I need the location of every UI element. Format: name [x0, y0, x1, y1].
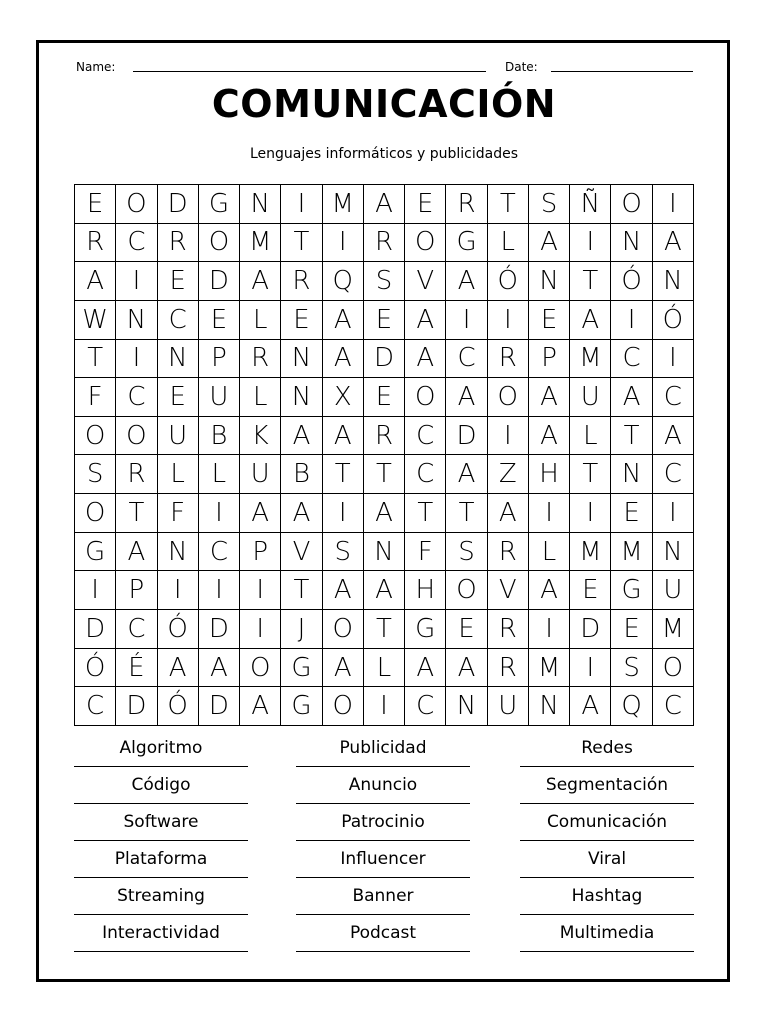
grid-cell[interactable]: H: [405, 571, 446, 610]
grid-cell[interactable]: T: [75, 340, 116, 379]
word-list-item: Podcast: [296, 915, 470, 952]
grid-cell[interactable]: I: [75, 571, 116, 610]
grid-cell[interactable]: O: [405, 378, 446, 417]
grid-cell[interactable]: F: [158, 494, 199, 533]
grid-cell[interactable]: Z: [488, 455, 529, 494]
grid-cell[interactable]: Ó: [653, 301, 694, 340]
grid-cell[interactable]: I: [488, 417, 529, 456]
grid-cell[interactable]: A: [323, 571, 364, 610]
word-list-item: Redes: [520, 730, 694, 767]
grid-cell[interactable]: I: [570, 494, 611, 533]
word-list-item: Publicidad: [296, 730, 470, 767]
grid-cell[interactable]: O: [116, 185, 157, 224]
word-list-item: Multimedia: [520, 915, 694, 952]
grid-cell[interactable]: R: [488, 533, 529, 572]
grid-cell[interactable]: V: [405, 262, 446, 301]
grid-cell[interactable]: U: [240, 455, 281, 494]
grid-cell[interactable]: S: [75, 455, 116, 494]
grid-cell[interactable]: R: [281, 262, 322, 301]
grid-cell[interactable]: A: [364, 494, 405, 533]
name-label: Name:: [76, 60, 116, 74]
grid-cell[interactable]: O: [488, 378, 529, 417]
grid-cell[interactable]: A: [281, 417, 322, 456]
grid-cell[interactable]: L: [570, 417, 611, 456]
grid-cell[interactable]: I: [199, 494, 240, 533]
grid-cell[interactable]: A: [446, 262, 487, 301]
grid-cell[interactable]: Ó: [158, 687, 199, 726]
grid-cell[interactable]: D: [364, 340, 405, 379]
grid-cell[interactable]: A: [323, 649, 364, 688]
grid-cell[interactable]: I: [116, 262, 157, 301]
grid-cell[interactable]: Q: [323, 262, 364, 301]
grid-cell[interactable]: S: [446, 533, 487, 572]
grid-cell[interactable]: O: [446, 571, 487, 610]
grid-cell[interactable]: C: [405, 455, 446, 494]
grid-cell[interactable]: O: [75, 494, 116, 533]
grid-cell[interactable]: G: [405, 610, 446, 649]
word-list-item: Segmentación: [520, 767, 694, 804]
grid-cell[interactable]: N: [653, 533, 694, 572]
word-column-1: [74, 730, 248, 952]
grid-cell[interactable]: I: [653, 494, 694, 533]
grid-cell[interactable]: M: [529, 649, 570, 688]
grid-cell[interactable]: V: [488, 571, 529, 610]
grid-cell[interactable]: V: [281, 533, 322, 572]
grid-cell[interactable]: R: [446, 185, 487, 224]
grid-cell[interactable]: C: [405, 417, 446, 456]
word-list-item: Algoritmo: [74, 730, 248, 767]
grid-cell[interactable]: G: [611, 571, 652, 610]
grid-cell[interactable]: O: [116, 417, 157, 456]
grid-cell[interactable]: N: [446, 687, 487, 726]
grid-cell[interactable]: C: [116, 610, 157, 649]
grid-cell[interactable]: C: [116, 378, 157, 417]
grid-cell[interactable]: O: [323, 610, 364, 649]
grid-cell[interactable]: T: [570, 262, 611, 301]
grid-cell[interactable]: D: [158, 185, 199, 224]
grid-cell[interactable]: I: [529, 494, 570, 533]
grid-cell[interactable]: A: [405, 649, 446, 688]
grid-cell[interactable]: A: [199, 649, 240, 688]
grid-cell[interactable]: C: [446, 340, 487, 379]
grid-cell[interactable]: D: [75, 610, 116, 649]
grid-cell[interactable]: R: [75, 224, 116, 263]
grid-cell[interactable]: G: [199, 185, 240, 224]
date-line[interactable]: [551, 71, 693, 72]
grid-cell[interactable]: G: [281, 649, 322, 688]
grid-cell[interactable]: G: [75, 533, 116, 572]
grid-cell[interactable]: A: [364, 571, 405, 610]
grid-cell[interactable]: D: [570, 610, 611, 649]
grid-cell[interactable]: L: [488, 224, 529, 263]
grid-cell[interactable]: Q: [611, 687, 652, 726]
grid-cell[interactable]: A: [323, 340, 364, 379]
grid-cell[interactable]: O: [405, 224, 446, 263]
grid-cell[interactable]: É: [116, 649, 157, 688]
grid-cell[interactable]: L: [158, 455, 199, 494]
word-search-grid: [74, 184, 694, 726]
grid-cell[interactable]: I: [570, 224, 611, 263]
grid-cell[interactable]: E: [199, 301, 240, 340]
grid-cell[interactable]: E: [75, 185, 116, 224]
grid-cell[interactable]: M: [570, 533, 611, 572]
grid-cell[interactable]: T: [281, 571, 322, 610]
grid-cell[interactable]: R: [488, 649, 529, 688]
grid-cell[interactable]: P: [529, 340, 570, 379]
grid-cell[interactable]: K: [240, 417, 281, 456]
grid-cell[interactable]: A: [405, 301, 446, 340]
grid-cell[interactable]: U: [570, 378, 611, 417]
grid-cell[interactable]: E: [281, 301, 322, 340]
word-column-3: [520, 730, 694, 952]
grid-cell[interactable]: C: [653, 687, 694, 726]
grid-cell[interactable]: L: [240, 301, 281, 340]
grid-cell[interactable]: D: [199, 687, 240, 726]
grid-cell[interactable]: N: [281, 340, 322, 379]
word-list-item: Influencer: [296, 841, 470, 878]
grid-cell[interactable]: T: [446, 494, 487, 533]
grid-cell[interactable]: C: [199, 533, 240, 572]
grid-cell[interactable]: M: [240, 224, 281, 263]
grid-cell[interactable]: A: [446, 649, 487, 688]
grid-cell[interactable]: C: [611, 340, 652, 379]
word-list-item: Interactividad: [74, 915, 248, 952]
grid-cell[interactable]: A: [529, 417, 570, 456]
grid-cell[interactable]: R: [158, 224, 199, 263]
grid-cell[interactable]: A: [75, 262, 116, 301]
grid-cell[interactable]: I: [570, 649, 611, 688]
word-list-item: Anuncio: [296, 767, 470, 804]
grid-cell[interactable]: G: [446, 224, 487, 263]
grid-cell[interactable]: B: [281, 455, 322, 494]
date-label: Date:: [505, 60, 538, 74]
grid-cell[interactable]: U: [488, 687, 529, 726]
page-title: COMUNICACIÓN: [211, 82, 557, 126]
grid-cell[interactable]: C: [653, 378, 694, 417]
grid-cell[interactable]: I: [446, 301, 487, 340]
grid-cell[interactable]: A: [529, 378, 570, 417]
grid-cell[interactable]: P: [199, 340, 240, 379]
grid-cell[interactable]: O: [75, 417, 116, 456]
grid-cell[interactable]: I: [281, 185, 322, 224]
grid-cell[interactable]: N: [364, 533, 405, 572]
grid-cell[interactable]: I: [240, 610, 281, 649]
grid-cell[interactable]: N: [158, 340, 199, 379]
grid-cell[interactable]: A: [488, 494, 529, 533]
grid-cell[interactable]: U: [653, 571, 694, 610]
grid-cell[interactable]: F: [75, 378, 116, 417]
grid-cell[interactable]: E: [364, 378, 405, 417]
grid-cell[interactable]: A: [323, 417, 364, 456]
grid-cell[interactable]: I: [116, 340, 157, 379]
grid-cell[interactable]: I: [529, 610, 570, 649]
grid-cell[interactable]: R: [488, 340, 529, 379]
grid-cell[interactable]: N: [240, 185, 281, 224]
grid-cell[interactable]: T: [488, 185, 529, 224]
grid-cell[interactable]: A: [653, 224, 694, 263]
grid-cell[interactable]: I: [158, 571, 199, 610]
grid-cell[interactable]: O: [240, 649, 281, 688]
grid-cell[interactable]: N: [653, 262, 694, 301]
grid-cell[interactable]: A: [405, 340, 446, 379]
grid-cell[interactable]: A: [570, 301, 611, 340]
grid-cell[interactable]: C: [75, 687, 116, 726]
grid-cell[interactable]: N: [281, 378, 322, 417]
grid-cell[interactable]: A: [529, 571, 570, 610]
grid-cell[interactable]: O: [199, 224, 240, 263]
grid-cell[interactable]: I: [364, 687, 405, 726]
word-list-item: Hashtag: [520, 878, 694, 915]
word-list-item: Software: [74, 804, 248, 841]
grid-cell[interactable]: L: [529, 533, 570, 572]
grid-cell[interactable]: E: [158, 378, 199, 417]
grid-cell[interactable]: E: [529, 301, 570, 340]
grid-cell[interactable]: M: [570, 340, 611, 379]
grid-cell[interactable]: L: [364, 649, 405, 688]
grid-cell[interactable]: D: [199, 610, 240, 649]
grid-cell[interactable]: M: [323, 185, 364, 224]
grid-cell[interactable]: T: [323, 455, 364, 494]
grid-cell[interactable]: I: [653, 340, 694, 379]
grid-cell[interactable]: I: [653, 185, 694, 224]
grid-cell[interactable]: R: [240, 340, 281, 379]
grid-cell[interactable]: M: [611, 533, 652, 572]
word-list-item: Streaming: [74, 878, 248, 915]
grid-cell[interactable]: A: [240, 687, 281, 726]
grid-cell[interactable]: S: [611, 649, 652, 688]
grid-cell[interactable]: I: [488, 301, 529, 340]
grid-cell[interactable]: C: [158, 301, 199, 340]
grid-cell[interactable]: L: [199, 455, 240, 494]
grid-cell[interactable]: Ñ: [570, 185, 611, 224]
grid-cell[interactable]: S: [529, 185, 570, 224]
name-line[interactable]: [133, 71, 486, 72]
word-list: [74, 730, 694, 954]
grid-cell[interactable]: U: [158, 417, 199, 456]
grid-cell[interactable]: P: [240, 533, 281, 572]
grid-cell[interactable]: L: [240, 378, 281, 417]
grid-cell[interactable]: R: [116, 455, 157, 494]
grid-cell[interactable]: J: [281, 610, 322, 649]
page-subtitle: Lenguajes informáticos y publicidades: [249, 146, 518, 162]
grid-cell[interactable]: T: [405, 494, 446, 533]
word-list-item: Código: [74, 767, 248, 804]
grid-cell[interactable]: Ó: [611, 262, 652, 301]
grid-cell[interactable]: D: [446, 417, 487, 456]
grid-cell[interactable]: A: [281, 494, 322, 533]
grid-cell[interactable]: Ó: [488, 262, 529, 301]
grid-cell[interactable]: Ó: [158, 610, 199, 649]
grid-cell[interactable]: A: [240, 494, 281, 533]
grid-cell[interactable]: E: [611, 610, 652, 649]
grid-cell[interactable]: E: [570, 571, 611, 610]
grid-cell[interactable]: E: [364, 301, 405, 340]
grid-cell[interactable]: N: [611, 455, 652, 494]
grid-cell[interactable]: A: [611, 378, 652, 417]
grid-cell[interactable]: F: [405, 533, 446, 572]
grid-cell[interactable]: I: [611, 301, 652, 340]
grid-cell[interactable]: C: [653, 455, 694, 494]
grid-cell[interactable]: E: [158, 262, 199, 301]
grid-cell[interactable]: N: [529, 262, 570, 301]
grid-cell[interactable]: C: [116, 224, 157, 263]
grid-cell[interactable]: Ó: [75, 649, 116, 688]
grid-cell[interactable]: X: [323, 378, 364, 417]
grid-cell[interactable]: R: [364, 417, 405, 456]
grid-cell[interactable]: I: [323, 224, 364, 263]
grid-cell[interactable]: A: [446, 455, 487, 494]
word-list-item: Comunicación: [520, 804, 694, 841]
grid-cell[interactable]: N: [529, 687, 570, 726]
grid-cell[interactable]: I: [199, 571, 240, 610]
grid-cell[interactable]: A: [529, 224, 570, 263]
grid-cell[interactable]: O: [653, 649, 694, 688]
grid-cell[interactable]: A: [158, 649, 199, 688]
grid-cell[interactable]: I: [323, 494, 364, 533]
grid-cell[interactable]: E: [405, 185, 446, 224]
grid-cell[interactable]: R: [488, 610, 529, 649]
grid-cell[interactable]: G: [281, 687, 322, 726]
grid-cell[interactable]: N: [158, 533, 199, 572]
grid-cell[interactable]: T: [364, 455, 405, 494]
grid-cell[interactable]: U: [199, 378, 240, 417]
grid-cell[interactable]: H: [529, 455, 570, 494]
grid-cell[interactable]: B: [199, 417, 240, 456]
grid-cell[interactable]: A: [323, 301, 364, 340]
grid-cell[interactable]: S: [323, 533, 364, 572]
grid-cell[interactable]: W: [75, 301, 116, 340]
word-column-2: [296, 730, 470, 952]
grid-cell[interactable]: T: [364, 610, 405, 649]
grid-cell[interactable]: C: [405, 687, 446, 726]
grid-cell[interactable]: E: [446, 610, 487, 649]
grid-cell[interactable]: M: [653, 610, 694, 649]
word-list-item: Banner: [296, 878, 470, 915]
grid-cell[interactable]: O: [323, 687, 364, 726]
grid-cell[interactable]: R: [364, 224, 405, 263]
word-list-item: Viral: [520, 841, 694, 878]
grid-cell[interactable]: D: [199, 262, 240, 301]
grid-cell[interactable]: T: [281, 224, 322, 263]
word-list-item: Patrocinio: [296, 804, 470, 841]
grid-cell[interactable]: S: [364, 262, 405, 301]
grid-cell[interactable]: T: [570, 455, 611, 494]
grid-cell[interactable]: D: [116, 687, 157, 726]
word-list-item: Plataforma: [74, 841, 248, 878]
grid-cell[interactable]: A: [570, 687, 611, 726]
grid-cell[interactable]: T: [611, 417, 652, 456]
grid-cell[interactable]: O: [611, 185, 652, 224]
grid-cell[interactable]: A: [240, 262, 281, 301]
grid-cell[interactable]: I: [240, 571, 281, 610]
grid-cell[interactable]: T: [116, 494, 157, 533]
grid-cell[interactable]: N: [611, 224, 652, 263]
grid-cell[interactable]: A: [364, 185, 405, 224]
grid-cell[interactable]: A: [446, 378, 487, 417]
grid-cell[interactable]: A: [653, 417, 694, 456]
grid-cell[interactable]: E: [611, 494, 652, 533]
grid-cell[interactable]: P: [116, 571, 157, 610]
grid-cell[interactable]: N: [116, 301, 157, 340]
grid-cell[interactable]: A: [116, 533, 157, 572]
